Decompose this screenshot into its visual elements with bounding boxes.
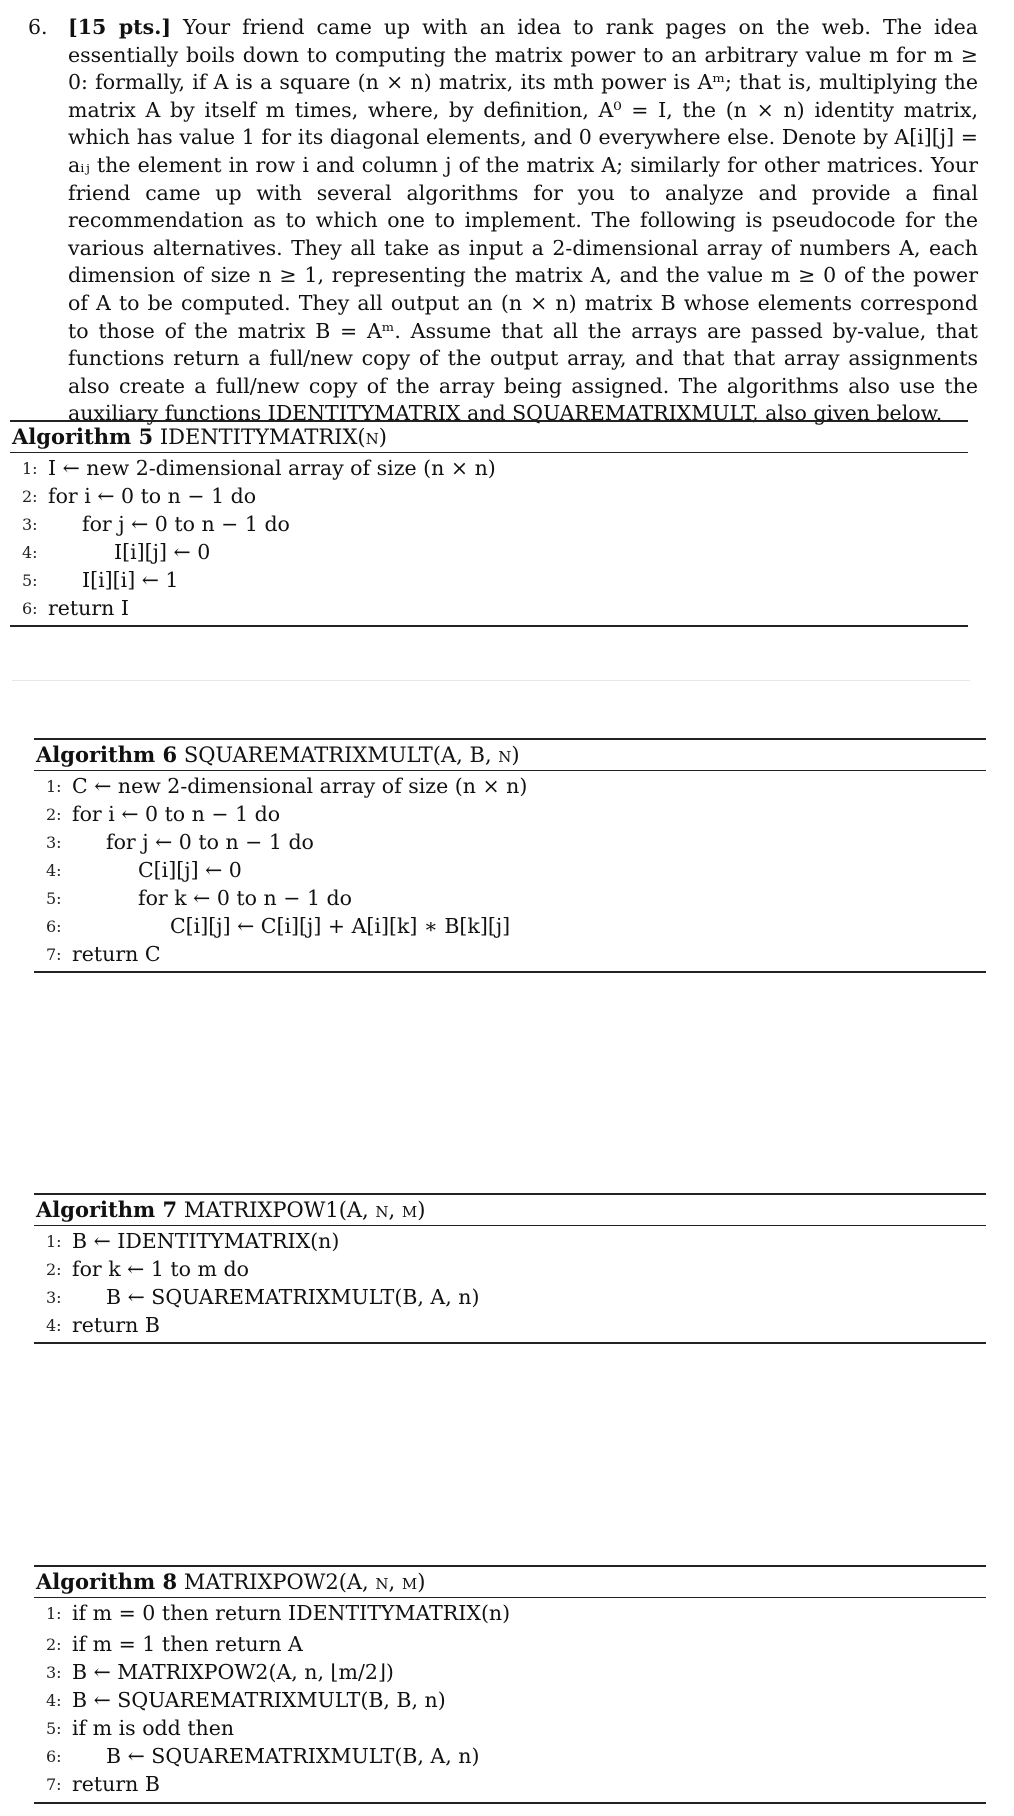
code-line: 7: return B: [46, 1772, 160, 1796]
algorithm-header: [34, 740, 986, 771]
code-line: 3: B ← MATRIXPOW2(A, n, ⌊m/2⌋): [46, 1660, 394, 1684]
algorithm-5: [10, 420, 968, 627]
code-line: 4: B ← SQUAREMATRIXMULT(B, B, n): [46, 1688, 446, 1712]
code-line: 3: for j ← 0 to n − 1 do: [22, 512, 290, 536]
problem-number: 6.: [28, 15, 48, 39]
algorithm-header: [34, 1567, 986, 1598]
code-line: 5: for k ← 0 to n − 1 do: [46, 886, 352, 910]
code-line: 5: I[i][i] ← 1: [22, 568, 179, 592]
code-line: 4: I[i][j] ← 0: [22, 540, 211, 564]
code-line: 4: return B: [46, 1313, 160, 1337]
code-line: 5: if m is odd then: [46, 1716, 235, 1740]
code-line: 6: return I: [22, 596, 129, 620]
code-line: 1: B ← IDENTITYMATRIX(n): [46, 1229, 340, 1253]
algorithm-label: Algorithm 6: [36, 742, 178, 767]
code-line: 6: C[i][j] ← C[i][j] + A[i][k] ∗ B[k][j]: [46, 914, 511, 938]
algorithm-label: Algorithm 5: [12, 424, 154, 449]
divider: [12, 680, 970, 681]
code-line: 2: if m = 1 then return A: [46, 1632, 303, 1656]
code-line: 4: C[i][j] ← 0: [46, 858, 242, 882]
algorithm-signature: IDENTITYMATRIX(n): [159, 425, 387, 449]
code-line: 3: B ← SQUAREMATRIXMULT(B, A, n): [46, 1285, 480, 1309]
algorithm-header: [10, 422, 968, 453]
algorithm-7: [34, 1193, 986, 1344]
algorithm-6: [34, 738, 986, 973]
code-line: 6: B ← SQUAREMATRIXMULT(B, A, n): [46, 1744, 480, 1768]
algorithm-header: [34, 1195, 986, 1226]
algorithm-signature: MATRIXPOW2(A, n, m): [183, 1570, 426, 1594]
algorithm-signature: SQUAREMATRIXMULT(A, B, n): [183, 743, 520, 767]
code-line: 1: if m = 0 then return IDENTITYMATRIX(n): [46, 1601, 511, 1625]
code-line: 1: C ← new 2-dimensional array of size (n × n): [46, 774, 528, 798]
algorithm-label: Algorithm 7: [36, 1197, 178, 1222]
code-line: 2: for i ← 0 to n − 1 do: [22, 484, 257, 508]
algorithm-8: [34, 1565, 986, 1804]
code-line: 3: for j ← 0 to n − 1 do: [46, 830, 314, 854]
algorithm-signature: MATRIXPOW1(A, n, m): [183, 1198, 426, 1222]
algorithm-label: Algorithm 8: [36, 1569, 178, 1594]
code-line: 1: I ← new 2-dimensional array of size (n × n): [22, 456, 496, 480]
problem-statement: [28, 14, 978, 428]
problem-text: Your friend came up with an idea to rank pages on the web. The idea essentially boils down to computing the matrix power to an arbitrary value m for m ≥ 0: formally, if A is a square (n × n) matrix, its mth power is Aᵐ; that is, multiplying the matrix A by itself m times, where, by definition, A⁰ = I, the (n × n) identity matrix, which has value 1 for its diagonal elements, and 0 everywhere else. Denote by A[i][j] = aᵢⱼ the element in row i and column j of the matrix A; similarly for other matrices. Your friend came up with several algorithms for you to analyze and provide a final recommendation as to which one to implement. The following is pseudocode for the various alternatives. They all take as input a 2-dimensional array of numbers A, each dimension of size n ≥ 1, representing the matrix A, and the value m ≥ 0 of the power of A to be computed. They all output an (n × n) matrix B whose elements correspond to those of the matrix B = Aᵐ. Assume that all the arrays are passed by-value, that functions return a full/new copy of the output array, and that that array assignments also create a full/new copy of the array being assigned. The algorithms also use the auxiliary functions IDENTITYMATRIX and SQUAREMATRIXMULT, also given below.: [68, 15, 978, 426]
code-line: 7: return C: [46, 942, 161, 966]
code-line: 2: for i ← 0 to n − 1 do: [46, 802, 281, 826]
problem-points: [15 pts.]: [68, 15, 172, 39]
code-line: 2: for k ← 1 to m do: [46, 1257, 249, 1281]
